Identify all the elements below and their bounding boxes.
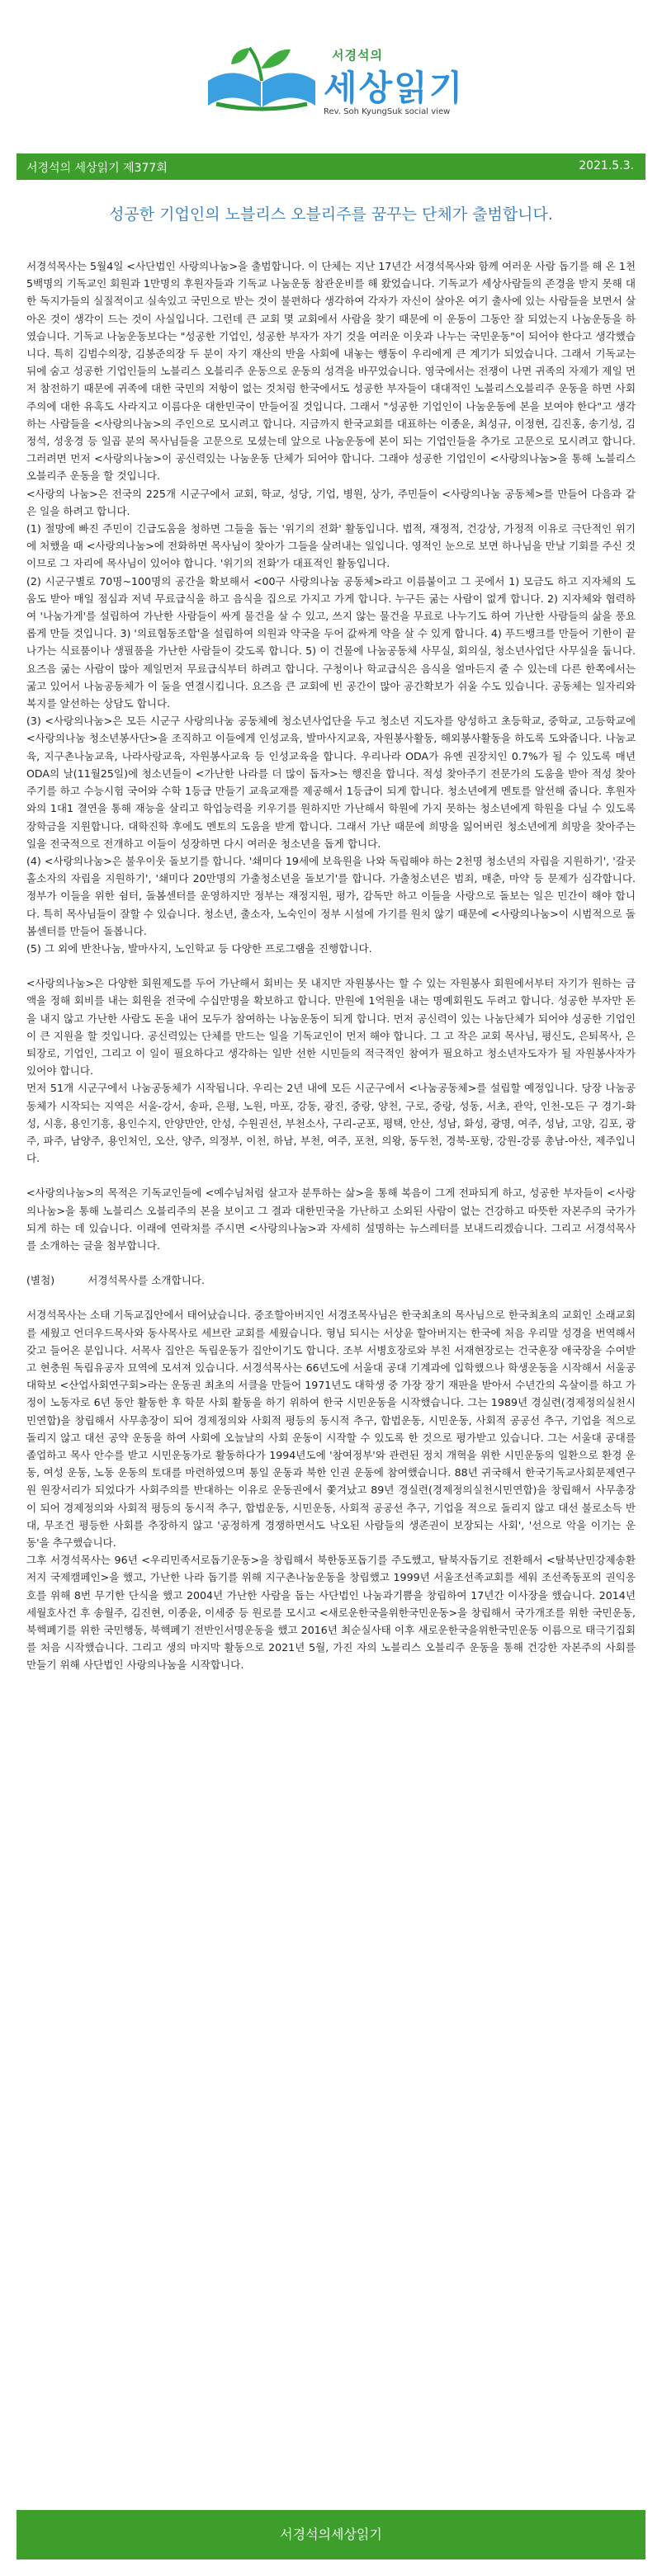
spacer (26, 1167, 636, 1184)
issue-banner (17, 153, 645, 180)
paragraph: (5) 그 외에 반찬나눔, 발마사지, 노인학교 등 다양한 프로그램을 진행합니다. (26, 941, 372, 955)
article-title: 성공한 기업인의 노블리스 오블리주를 꿈꾸는 단체가 출범합니다. (109, 205, 553, 224)
paragraph: 먼저 51개 시군구에서 나눔공동체가 시작됩니다. 우리는 2년 내에 모든 시군구에서 <나눔공동체>를 설립할 예정입니다. 당장 나눔공동체가 시작되는 지역은 서울-강서, 송파, 은평, 노원, 마포, 강동, 광진, 중랑, 양천, 구로, 중랑, 성동, 서초, 관악, 인천-모든 구 경기-화성, 시흥, 용인기흥, 용인수지, 안양만안, 안성, 수원권선, 부천소사, 구리-군포, 평택, 안산, 성남, 화성, 광명, 여주, 성남, 고양, 김포, 광주, 파주, 남양주, 용인처인, 오산, 양주, 의정부, 이천, 하남, 부천, 여주, 포천, 의왕, 동두천, 경북-포항, 강원-강릉 총남-아산, 제주입니다. (26, 1082, 636, 1165)
header (17, 0, 645, 144)
paragraph: 서경석목사는 소태 기독교집안에서 태어났습니다. 중조할아버지인 서경조목사님은 한국최초의 목사님으로 한국최초의 교회인 소래교회를 세웠고 언더우드목사와 동사목사로 세브란 교회를 세웠습니다. 형님 되시는 서상윤 할아버지는 한국에 처음 우리말 성경을 번역해서 갖고 들어온 분입니다. 서목사 집안은 독립운동가 집안이기도 합니다. 조부 서병호장로와 부친 서재현장로는 건국훈장 애국장을 수여받고 현충원 독립유공자 묘역에 모셔져 있습니다. 서경석목사는 66년도에 서울대 공대 기계과에 입학했으나 학생운동을 시작해서 서울공대학보 <산업사회연구회>라는 운동권 최초의 서클을 만들어 1971년도 대학생 중 가장 장기 재판을 받아서 수년간의 옥살이를 하고 가정이 노동자로 6년 동안 활동한 후 학문 사회 활동을 하기 위하여 한국 시민운동을 시작했습니다. 그는 1989년 경실련(경제정의실천시민연합)을 창립해서 사무총장이 되어 경제정의와 사회적 평등의 동시적 추구, 합법운동, 시민운동, 사회적 공공선 추구, 기업을 적으로 돌리지 않고 대선 공약 운동을 하여 사회에 오늘날의 사회 운동이 시작할 수 있도록 한 것으로 평가받고 있습니다. 그는 서울대 공대를 졸업하고 목사 안수를 받고 시민운동가로 활동하다가 1994년도에 '참여정부'와 관련된 정치 개혁을 위한 시민운동의 일환으로 환경 운동, 여성 운동, 노동 운동의 토대를 마련하였으며 통일 운동과 북한 인권 운동에 참여했습니다. 88년 귀국해서 한국기독교사회문제연구원 원장서리가 되었다가 사회주의를 반대하는 이유로 운동권에서 쫓겨났고 89년 경실련(경제정의실천시민연합)을 창립해서 사무총장이 되어 경제정의와 사회적 평등의 동시적 추구, 합법운동, 시민운동, 사회적 공공선 추구, 기업을 적으로 돌리지 않고 대선 불로소득 반대, 무조건 평등한 사회를 추장하지 않고 '공정하게 경쟁하면서도 낙오된 사람들의 생존권이 보장되는 사회', '선으로 악을 이기는 운동'을 추구했습니다. (26, 1309, 636, 1550)
article-body (26, 257, 636, 1674)
logo (200, 31, 480, 122)
spacer (26, 957, 636, 974)
logo-title: 세상읽기 (324, 68, 465, 108)
paragraph: 그후 서경석목사는 96년 <우리민족서로돕기운동>을 창립해서 북한동포돕기를 주도했고, 탈북자돕기로 전환해서 <탈북난민강제송환저지 국제캠페인>을 했고, 가난한 나라 돕기를 위해 지구촌나눔운동을 창립했고 1999년 서울조선족교회를 세워 조선족동포의 권익옹호를 위해 8번 무기한 단식을 했고 2004년 가난한 사람을 돕는 사단법인 나눔과기쁨을 창립하여 17년간 이사장을 했습니다. 2014년 세월호사건 후 송월주, 김진현, 이종윤, 이세중 등 원로를 모시고 <새로운한국을위한국민운동>을 창립해서 국가개조를 위한 국민운동, 북핵폐기를 위한 국민행동, 북핵폐기 전반인서명운동을 했고 2016년 최순실사태 이후 새로운한국을위한국민운동 이름으로 태극기집회를 처음 시작했습니다. 그리고 생의 마지막 활동으로 2021년 5월, 가진 자의 노블리스 오블리주 운동을 통해 건강한 자본주의 사회를 만들기 위해 사단법인 사랑의나눔을 시작합니다. (26, 1554, 636, 1672)
attachment-heading (26, 1271, 636, 1289)
spacer (26, 1254, 636, 1271)
logo-tagline: Rev. Soh KyungSuk social view (324, 107, 451, 116)
paragraph: <사랑의나눔>의 목적은 기독교인들에 <예수님처럼 살고자 분투하는 삶>을 통해 복음이 그게 전파되게 하고, 성공한 부자들이 <사랑의나눔>을 통해 노블리스 오블리주의 본을 보이고 그 결과 대한민국을 가난하고 소외된 사람이 없는 건강하고 따뜻한 자본주의 국가가 되게 하는 데 있습니다. 이래에 연락처를 주시면 <사랑의나눔>과 자세히 설명하는 뉴스레터를 보내드리겠습니다. 그리고 서경석목사를 소개하는 글을 첨부합니다. (26, 1187, 636, 1252)
logo-subtitle: 서경석의 (332, 48, 383, 63)
book-with-seedling-icon (200, 31, 324, 122)
attachment-title: 서경석목사를 소개합니다. (87, 1274, 206, 1287)
attachment-label: (별첨) (26, 1274, 55, 1287)
paragraph: (4) <사랑의나눔>은 불우이웃 돌보기를 합니다. '쇄미다 19세에 보육원을 나와 독립해야 하는 2천명 청소년의 자립을 지원하기', '갈곳 홀소자의 자립을 지원하기', '쇄미다 20만명의 가출청소년을 돌보기'를 합니다. 가출청소년은 범죄, 매춘, 마약 등 문제가 심각합니다. 정부가 이들을 위한 쉼터, 돌봄센터를 운영하지만 정부는 재정지원, 평가, 감독만 하고 이들을 사랑으로 돌보는 일은 민간이 해야 합니다. 특히 목사님들이 잘할 수 있습니다. 청소년, 출소자, 노숙인이 정부 시설에 가기를 원치 않기 때문에 <사랑의나눔>이 시범적으로 돌봄센터를 만들어 돌봅니다. (26, 854, 636, 937)
newsletter-page (17, 0, 645, 2576)
paragraph: <사랑의나눔>은 다양한 회원제도를 두어 가난해서 회비는 못 내지만 자원봉사는 할 수 있는 자원봉사 회원에서부터 자기가 원하는 금액을 정해 회비를 내는 회원을 전국에 수십만명을 확보하고 합니다. 만원에 1억원을 내는 명예회원도 두려고 합니다. 성공한 부자만 돈을 내지 않고 가난한 사람도 돈을 내어 모두가 참여하는 나눔운동이 되게 합니다. 먼저 공신력이 있는 나눔단체가 되어야 성공한 기업인이 큰 지원을 할 것입니다. 공신력있는 단체를 만드는 일을 기독교인이 먼저 해야 합니다. 그 고 작은 교회 목사님, 평신도, 은퇴목사, 은퇴장로, 기업인, 그리고 이 일이 필요하다고 생각하는 일반 선한 시민들의 적극적인 참여가 필요하고 청소년자도자가 될 자원봉사자가 있어야 합니다. (26, 977, 636, 1078)
paragraph: (3) <사랑의나눔>은 모든 시군구 사랑의나눔 공동체에 청소년사업단을 두고 청소년 지도자를 양성하고 초등학교, 중학교, 고등학교에 <사랑의나눔 청소년봉사단>을 조직하고 이들에게 인성교육, 발마사지교육, 자원봉사활동, 해외봉사활동을 하도록 도와줍니다. 나눔교육, 지구촌나눔교육, 나라사랑교육, 자원봉사교육 등 인성교육을 합니다. 우리나라 ODA가 유엔 권장치인 0.7%가 될 수 있도록 매년 ODA의 날(11월25일)에 청소년들이 <가난한 나라를 더 많이 돕자>는 행진을 합니다. 적성 찾아주기 전문가의 도움을 받아 적성 찾아주기를 하고 수능시험 국어와 수학 1등급 만들기 교육교재를 제공해서 1등급이 되게 합니다. 청소년에게 멘토를 알선해 줍니다. 후원자와의 1대1 결연을 통해 재능을 살리고 학업능력을 키우기를 원하지만 가난해서 학원에 가지 못하는 청소년에게 학원을 다닐 수 있도록 장학금을 지원합니다. 대학진학 후에도 멘토의 도움을 받게 합니다. 그래서 가난 때문에 희망을 잃어버린 청소년에게 희망을 찾아주는 일을 전국적으로 전개하고 이들이 성장하면 다시 여러운 청소년을 돕게 합니다. (26, 715, 636, 850)
paragraph: <사랑의 나눔>은 전국의 225개 시군구에서 교회, 학교, 성당, 기업, 병원, 상가, 주민들이 <사랑의나눔 공동체>를 만들어 다음과 같은 일을 하려고 합니다. (26, 487, 636, 517)
footer-banner: 서경석의세상읽기 (17, 2510, 645, 2559)
paragraph: (2) 시군구별로 70명~100명의 공간을 확보해서 <00구 사랑의나눔 공동체>라고 이름붙이고 그 곳에서 1) 모금도 하고 지자체의 도움도 받아 매일 점심과 저녁 무료급식을 하고 음식을 집으로 가지고 가게 합니다. 누구든 굶는 사람이 없게 합니다. 2) 지자체와 협력하여 '나눔가게'를 설립하여 가난한 사람들이 싸게 물건을 살 수 있고, 쓰지 않는 물건을 무료로 나누기도 하여 가난한 사람들의 삶을 풍요롭게 만들 것입니다. 3) '의료협동조합'을 설립하여 의원과 약국을 두어 값싸게 약을 살 수 있게 합니다. 4) 푸드뱅크를 만들어 기한이 끝나가는 식료품이나 생필품을 가난한 사람들이 갖도록 합니다. 5) 이 건물에 나눔공동체 사무실, 회의실, 청소년사업단 사무실을 둡니다. 요즈음 굶는 사람이 많아 제일먼저 무료급식부터 하려고 합니다. 구청이나 학교급식은 음식을 얼마든지 줄 수 있는데 다른 한쪽에서는 굶고 있어서 나눔공동체가 이 둘을 연결시킵니다. 요즈음 큰 교회에 빈 공간이 많아 공간확보가 쉬울 수도 있습니다. 공동체는 일자리와 복지를 알선하는 상담도 합니다. (26, 574, 636, 710)
spacer (26, 1289, 636, 1306)
paragraph: (1) 절망에 빠진 주민이 긴급도움을 청하면 그들을 돕는 '위기의 전화' 활동입니다. 법적, 재정적, 건강상, 가정적 이유로 극단적인 위기에 처했을 때 <사랑의나눔>에 전화하면 목사님이 찾아가 그들을 살려내는 일입니다. 영적인 눈으로 보면 하나님을 만날 기회를 주신 것이므로 그 자리에 목사님이 있어야 합니다. '위기의 전화'가 대표적인 활동입니다. (26, 522, 636, 570)
issue-date: 2021.5.3. (579, 159, 634, 172)
paragraph: 서경석목사는 5월4일 <사단법인 사랑의나눔>을 출범합니다. 이 단체는 지난 17년간 서경석목사와 함께 여러운 사람 돕기를 해 온 1천5백명의 기독교인 회원과 1만명의 후원자들과 기독교 나눔운동 참관운비를 해 왔었습니다. 기독교가 세상사람들의 존경을 받지 못해 대한 독지가들의 실질적이고 실속있고 국민으로 받는 것이 불편하다 생각하여 각자가 자신이 살아온 여기 출사에 있는 사람들을 보면서 살아온 것이 생각이 드는 것이 사실입니다. 그런데 큰 교회 몇 교회에서 사람을 찾기 때문에 이 운동이 그동안 잘 되었는지 나눔운동을 하였습니다. 기독교 나눔운동보다는 "성공한 기업인, 성공한 부자가 자기 것을 여러운 이웃과 나누는 국민운동"이 되어야 한다고 생각했습니다. 특히 김범수의장, 김봉준의장 두 분이 자기 재산의 반을 사회에 내놓는 행동이 우리에게 큰 계기가 되었습니다. 그래서 기독교는 뒤에 숨고 성공한 기업인들의 노블리스 오블리주 운동으로 운동의 성격을 바꾸었습니다. 영국에서는 전쟁이 나면 귀족의 자제가 제일 먼저 참전하기 때문에 귀족에 대한 국민의 저항이 없는 것처럼 한국에서도 성공한 부자들이 대대적인 노블리스오블리주 운동을 하면 사회주의에 대한 유혹도 사라지고 이름다운 대한민국이 만들어질 것입니다. 그래서 "성공한 기업인이 나눔운동에 본을 보여야 한다"고 생각하는 사람들을 <사랑의나눔>의 주인으로 모시려고 합니다. 지금까지 한국교회를 대표하는 이종윤, 최성규, 이정현, 김진홍, 송기성, 김정석, 성웅경 등 일곱 분의 목사님들을 고문으로 모셨는데 앞으로 나눔운동에 본이 되는 기업인들을 추가로 고문으로 모시려고 합니다. 그러려면 먼저 <사랑의나눔>이 공신력있는 나눔운동 단체가 되어야 합니다. 그래야 성공한 기업인이 <사랑의나눔>을 통해 노블리스 오블리주 운동을 할 것입니다. (26, 260, 636, 483)
issue-number: 서경석의 세상읽기 제377회 (26, 162, 168, 175)
